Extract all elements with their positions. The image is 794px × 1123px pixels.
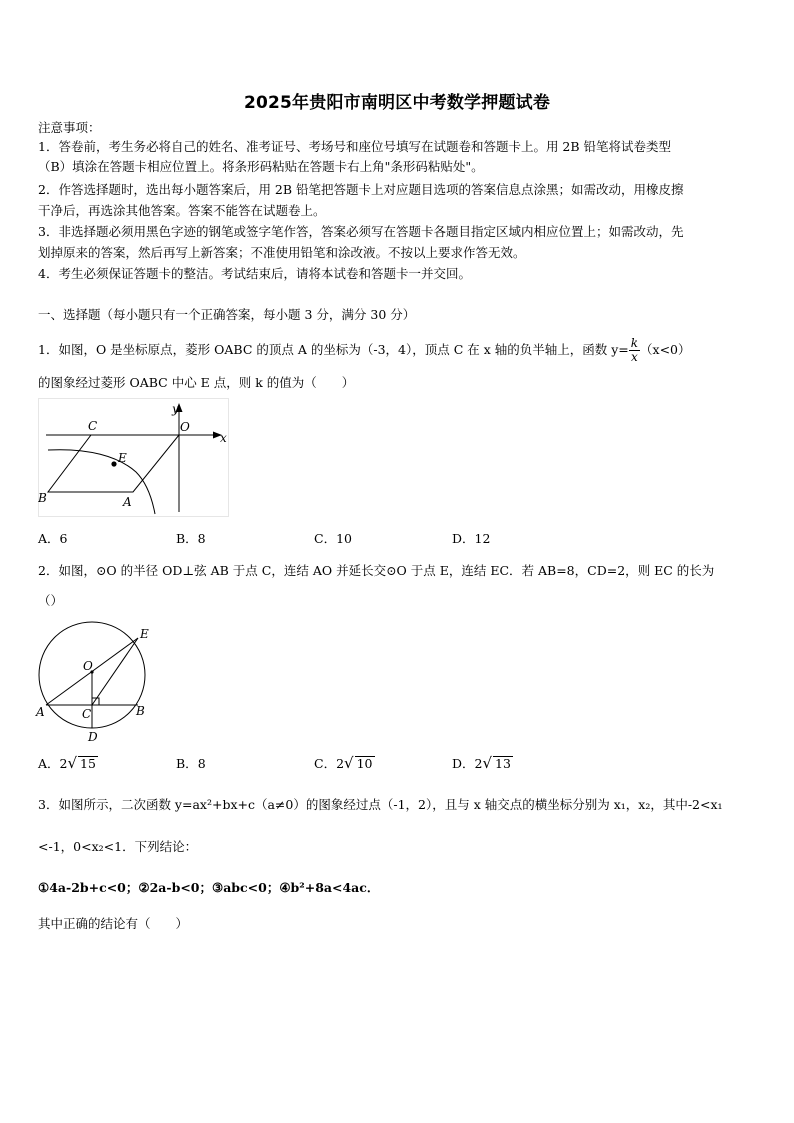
q2-option-d-coef: 2 [474, 756, 483, 771]
q3-question: 其中正确的结论有（ ） [38, 916, 189, 931]
q2-text-line1: 2．如图，⊙O 的半径 OD⊥弦 AB 于点 C，连结 AO 并延长交⊙O 于点 E，连结 EC．若 AB=8，CD=2，则 EC 的长为 [38, 563, 715, 578]
q1-option-b: B．8 [176, 531, 206, 546]
q2-option-c [314, 754, 375, 773]
q1-label-y: y [172, 402, 179, 416]
notice-line-7: 4．考生必须保证答题卡的整洁。考试结束后，请将本试卷和答题卡一并交回。 [38, 266, 471, 281]
q2-label-d: D [88, 730, 98, 744]
notice-line-6: 划掉原来的答案，然后再写上新答案；不准使用铅笔和涂改液。不按以上要求作答无效。 [38, 245, 526, 260]
q2-text-line2: （） [38, 593, 64, 608]
q1-text-a: 1．如图，O 是坐标原点，菱形 OABC 的顶点 A 的坐标为（-3，4），顶点 C 在 x 轴的负半轴上，函数 y= [38, 342, 629, 357]
q2-option-c-coef: 2 [336, 756, 345, 771]
q1-label-x: x [220, 431, 227, 445]
q1-text-b: （x<0） [640, 342, 691, 357]
q1-label-b: B [38, 491, 47, 505]
q1-hyperbola [48, 450, 155, 514]
q2-figure [30, 620, 160, 748]
q1-fraction-den: x [631, 350, 638, 364]
q1-option-a: A．6 [38, 531, 68, 546]
q3-text-line2: <-1，0<x₂<1．下列结论： [38, 839, 198, 854]
q1-label-a: A [123, 495, 132, 509]
sqrt-icon: √ [67, 754, 78, 772]
q2-option-b [176, 754, 206, 773]
notice-heading: 注意事项： [38, 120, 101, 135]
q2-option-a-coef: 2 [59, 756, 68, 771]
q2-option-d-radicand: 13 [495, 756, 511, 771]
q3-text-line1: 3．如图所示，二次函数 y=ax²+bx+c（a≠0）的图象经过点（-1，2），且与 x 轴交点的横坐标分别为 x₁，x₂，其中-2<x₁ [38, 797, 723, 812]
q1-label-c: C [88, 419, 98, 433]
q1-point-e [111, 461, 116, 466]
sqrt-icon: √ [344, 754, 354, 772]
q1-figure [38, 398, 238, 520]
q1-text-line2: 的图象经过菱形 OABC 中心 E 点，则 k 的值为（ ） [38, 375, 355, 390]
page-title: 2025年贵阳市南明区中考数学押题试卷 [243, 93, 551, 113]
q1-fraction-num: k [630, 336, 639, 350]
q1-option-d: D．12 [452, 531, 491, 546]
q1-figure-frame [39, 399, 229, 517]
q2-label-c: C [82, 707, 92, 721]
q2-option-a-letter: A． [38, 756, 60, 771]
notice-line-5: 3．非选择题必须用黑色字迹的钢笔或签字笔作答，答案必须写在答题卡各题目指定区域内相应位置上；如需改动，先 [38, 224, 684, 239]
notice-line-2: （B）填涂在答题卡相应位置上。将条形码粘贴在答题卡右上角"条形码粘贴处"。 [38, 159, 484, 174]
q2-option-b-letter: B． [176, 756, 198, 771]
q2-label-b: B [136, 704, 145, 718]
q1-fraction [629, 337, 640, 364]
q2-option-d [452, 754, 513, 773]
q2-option-c-letter: C． [314, 756, 337, 771]
section-heading: 一、选择题（每小题只有一个正确答案，每小题 3 分，满分 30 分） [38, 307, 416, 322]
q1-label-e: E [118, 451, 127, 465]
q2-option-d-letter: D． [452, 756, 475, 771]
q2-line-ec [92, 638, 138, 705]
q2-label-a: A [36, 705, 45, 719]
q1-option-c: C．10 [314, 531, 352, 546]
q2-option-a-radicand: 15 [80, 756, 96, 771]
q2-option-c-radicand: 10 [356, 756, 373, 771]
notice-line-3: 2．作答选择题时，选出每小题答案后，用 2B 铅笔把答题卡上对应题目选项的答案信息点涂黑；如需改动，用橡皮擦 [38, 182, 684, 197]
q2-label-e: E [140, 627, 149, 641]
sqrt-icon: √ [482, 754, 493, 772]
q2-option-a [38, 754, 98, 773]
q1-label-o: O [180, 420, 190, 434]
q2-option-b-value: 8 [197, 756, 206, 771]
notice-line-1: 1．答卷前，考生务必将自己的姓名、准考证号、考场号和座位号填写在试题卷和答题卡上。用 2B 铅笔将试卷类型 [38, 139, 672, 154]
q1-text-line1 [38, 337, 691, 364]
q2-label-o: O [83, 659, 93, 673]
notice-line-4: 干净后，再选涂其他答案。答案不能答在试题卷上。 [38, 203, 326, 218]
q3-conclusions: ①4a-2b+c<0；②2a-b<0；③abc<0；④b²+8a<4ac． [38, 880, 380, 895]
